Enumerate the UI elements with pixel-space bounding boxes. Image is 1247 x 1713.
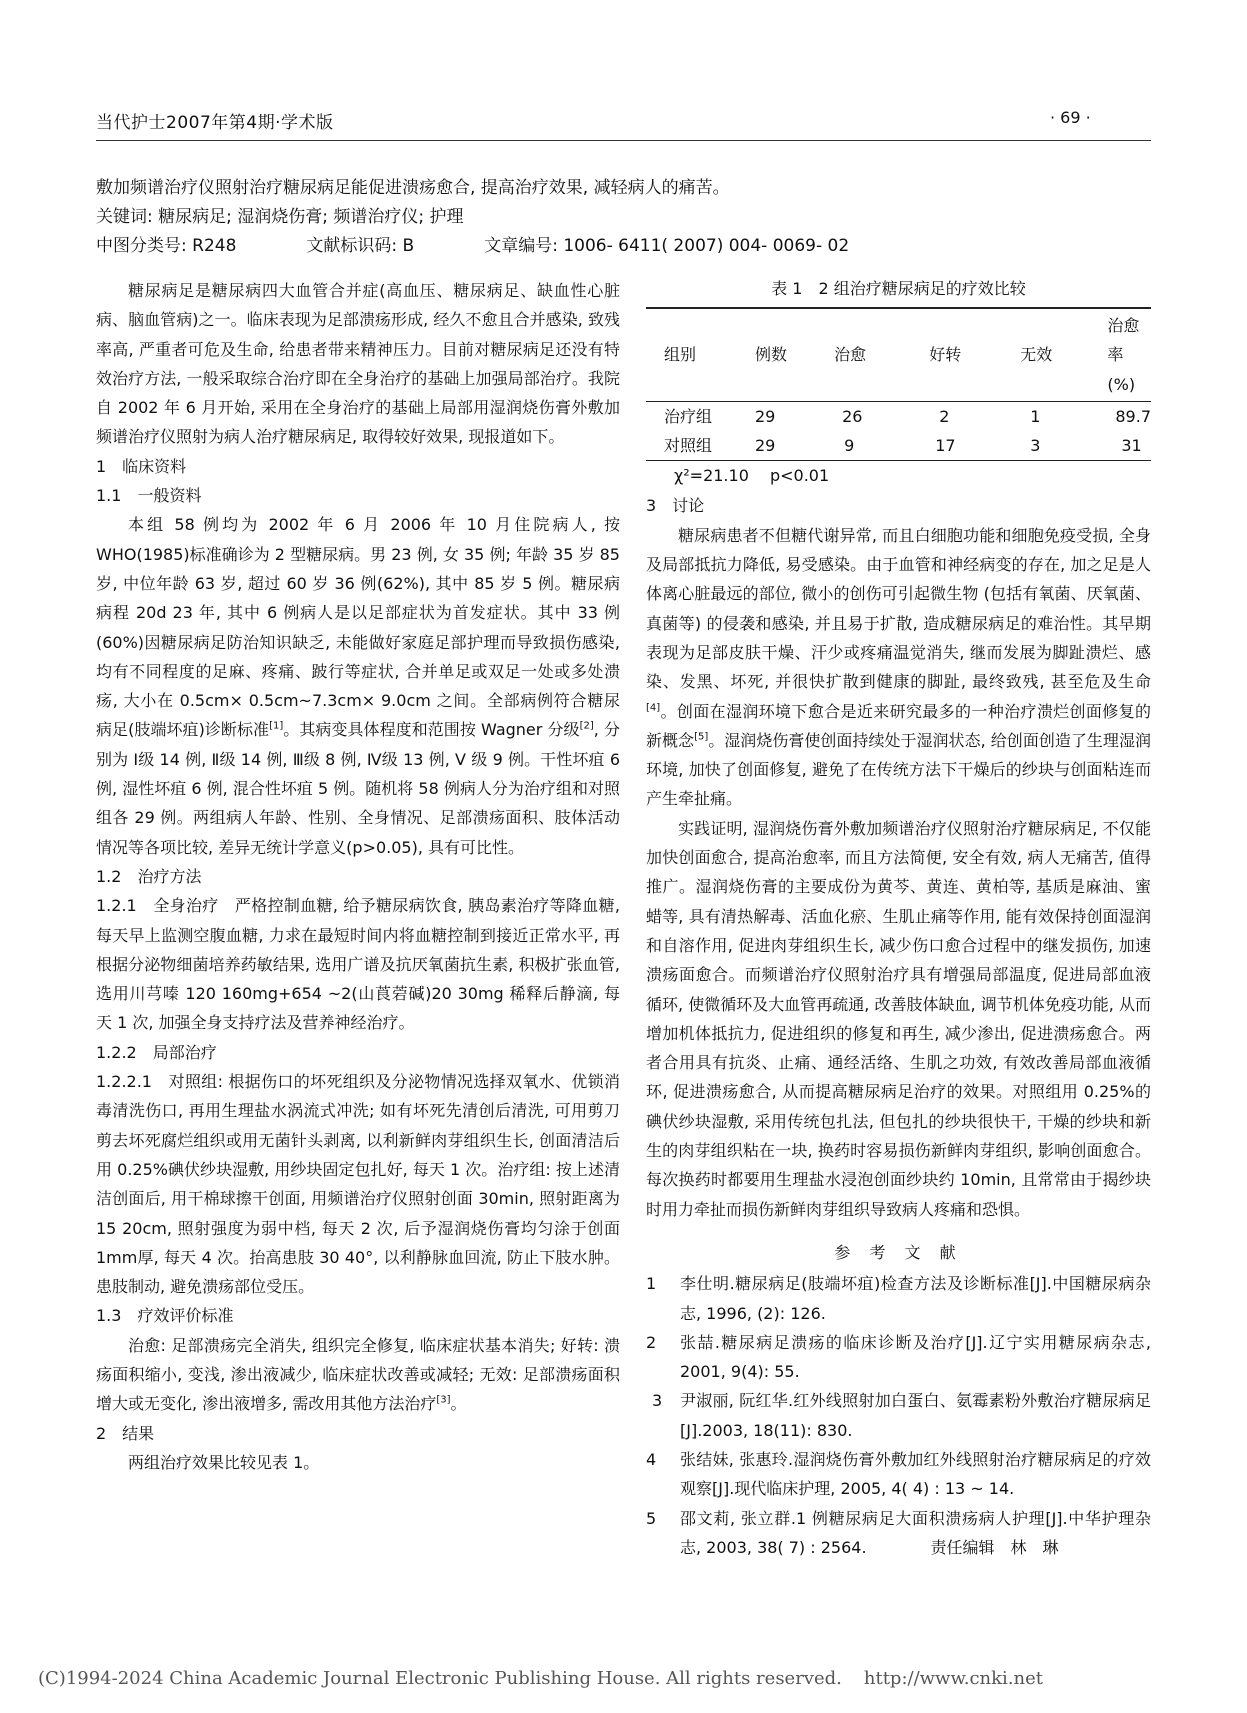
copyright-text: (C)1994-2024 China Academic Journal Electronic Publishing House. All rights reserved. xyxy=(38,1668,842,1689)
evaluation-criteria-paragraph xyxy=(96,1331,620,1419)
table-cell: 89.7 xyxy=(1115,406,1151,426)
discussion-text-b: 。创面在湿润环境下愈合是近来研究最多的一种治疗溃烂创面修复的新概念 xyxy=(646,701,1151,750)
local-treatment-paragraph: 1.2.2.1 对照组: 根据伤口的坏死组织及分泌物情况选择双氧水、优锁消毒清洗伤口, 再用生理盐水涡流式冲洗; 如有坏死先清创后清洗, 可用剪刀剪去坏死腐烂组织或用无菌针头剥离, 以利新鲜肉芽组织生长, 创面清洁后用 0.25%碘伏纱块湿敷, 用纱块固定包扎好, 每天 1 次。治疗组: 按上述清洁创面后, 用干棉球擦干创面, 用频谱治疗仪照射创面 30min, 照射距离为 15 20cm, 照射强度为弱中档, 每天 2 次, 后予湿润烧伤膏均匀涂于创面 1mm厚, 每天 4 次。抬高患肢 30 40°, 以利静脉血回流, 防止下肢水肿。患肢制动, 避免溃疡部位受压。 xyxy=(96,1072,620,1297)
section-heading-1-2: 1.2 治疗方法 xyxy=(96,866,202,886)
article-front-matter xyxy=(96,174,1151,261)
reference-text: 尹淑丽, 阮红华.红外线照射加白蛋白、氨霉素粉外敷治疗糖尿病足[J].2003, 18(11): 830. xyxy=(680,1391,1151,1440)
table-cell: 26 xyxy=(842,406,863,426)
left-column xyxy=(96,276,620,1477)
table-cell: 17 xyxy=(929,431,1020,461)
citation-2: [2] xyxy=(579,721,594,733)
cnki-link[interactable]: http://www.cnki.net xyxy=(863,1668,1043,1689)
table-cell: 治疗组 xyxy=(664,406,713,426)
reference-item xyxy=(646,1504,1151,1563)
reference-number: 5 xyxy=(646,1508,657,1528)
document-code: 文献标识码: B xyxy=(306,236,415,256)
citation-3: [3] xyxy=(436,1394,451,1406)
criteria-text-a: 治愈: 足部溃疡完全消失, 组织完全修复, 临床症状基本消失; 好转: 溃疡面积缩小, 变浅, 渗出液减少, 临床症状改善或减轻; 无效: 足部溃疡面积增大或无变化, 渗出液增多, 需改用其他方法治疗 xyxy=(96,1335,620,1414)
article-number: 文章编号: 1006- 6411( 2007) 004- 0069- 02 xyxy=(484,236,850,256)
table-cell: 29 xyxy=(754,406,776,426)
page-number: · 69 · xyxy=(1050,108,1091,127)
discussion-paragraph-2: 实践证明, 湿润烧伤膏外敷加频谱治疗仪照射治疗糖尿病足, 不仅能加快创面愈合, 提高治愈率, 而且方法简便, 安全有效, 病人无痛苦, 值得推广。湿润烧伤膏的主要成份为黄芩、黄连、黄柏等, 基质是麻油、蜜蜡等, 具有清热解毒、活血化瘀、生肌止痛等作用, 能有效保持创面湿润和自溶作用, 促进肉芽组织生长, 减少伤口愈合过程中的继发损伤, 加速溃疡面愈合。而频谱治疗仪照射治疗具有增强局部温度, 促进局部血液循环, 使微循环及大血管再疏通, 改善肢体缺血, 调节机体免疫功能, 从而增加机体抵抗力, 促进组织的修复和再生, 减少渗出, 促进溃疡愈合。两者合用具有抗炎、止痛、通经活络、生肌之功效, 有效改善局部血液循环, 促进溃疡愈合, 从而提高糖尿病足治疗的效果。对照组用 0.25%的碘伏纱块湿敷, 采用传统包扎法, 但包扎的纱块很快干, 干燥的纱块和新生的肉芽组织粘在一块, 换药时容易损伤新鲜肉芽组织, 影响创面愈合。每次换药时都要用生理盐水浸泡创面纱块约 10min, 且常常由于揭纱块时用力牵扯而损伤新鲜肉芽组织导致病人疼痛和恐惧。 xyxy=(646,818,1151,1219)
table-cell: 3 xyxy=(1020,431,1107,461)
classification-number: 中图分类号: R248 xyxy=(96,236,237,256)
table-cell: 对照组 xyxy=(646,431,755,461)
reference-item xyxy=(646,1445,1151,1504)
table-row xyxy=(646,431,1151,461)
reference-item xyxy=(646,1269,1151,1328)
classification-row xyxy=(96,232,1151,261)
table-cell: 1 xyxy=(1030,406,1041,426)
reference-text: 张结妹, 张惠玲.湿润烧伤膏外敷加红外线照射治疗糖尿病足的疗效观察[J].现代临床护理, 2005, 4( 4) : 13 ~ 14. xyxy=(680,1449,1151,1499)
table-statistics-note: χ²=21.10 p<0.01 xyxy=(674,466,830,486)
right-column xyxy=(646,276,1151,1562)
reference-text: 李仕明.糖尿病足(肢端坏疽)检查方法及诊断标准[J].中国糖尿病杂志, 1996, (2): 126. xyxy=(680,1274,1151,1323)
keywords: 关键词: 糖尿病足; 湿润烧伤膏; 频谱治疗仪; 护理 xyxy=(96,207,464,227)
copyright-footer xyxy=(38,1668,1043,1689)
general-data-text-b: 。其病变具体程度和范围按 Wagner 分级 xyxy=(283,720,580,740)
table-cell: 31 xyxy=(1107,431,1151,461)
section-heading-2: 2 结果 xyxy=(96,1423,155,1443)
table-header-cell: 治愈 xyxy=(834,308,929,401)
table-header-cell: 例数 xyxy=(755,308,834,401)
table-header-cell: 组别 xyxy=(646,308,755,401)
section-heading-1-2-2: 1.2.2 局部治疗 xyxy=(96,1042,217,1062)
table-header-cell: 好转 xyxy=(929,308,1020,401)
general-data-paragraph xyxy=(96,510,620,862)
table-row xyxy=(646,401,1151,431)
reference-item xyxy=(646,1386,1151,1445)
reference-number: 4 xyxy=(646,1449,657,1469)
reference-text: 邵文莉, 张立群.1 例糖尿病足大面积溃疡病人护理[J].中华护理杂志, 2003, 38( 7) : 2564. 责任编辑 林 琳 xyxy=(680,1508,1151,1557)
criteria-text-b: 。 xyxy=(450,1394,467,1414)
section-heading-3: 3 讨论 xyxy=(646,496,705,516)
header-divider xyxy=(96,140,1151,141)
discussion-text-c: 。湿润烧伤膏使创面持续处于湿润状态, 给创面创造了生理湿润环境, 加快了创面修复, 避免了在传统方法下干燥后的纱块与创面粘连而产生牵扯痛。 xyxy=(646,730,1151,809)
section-heading-1-3: 1.3 疗效评价标准 xyxy=(96,1306,234,1326)
results-paragraph: 两组治疗效果比较见表 1。 xyxy=(128,1452,320,1472)
table-header-cell: 无效 xyxy=(1020,308,1107,401)
general-data-text-c: , 分别为 Ⅰ级 14 例, Ⅱ级 14 例, Ⅲ级 8 例, Ⅳ级 13 例, Ⅴ 级 9 例。干性坏疽 6 例, 湿性坏疽 6 例, 混合性坏疽 5 例。随机将 58 例病人分为治疗组和对照组各 29 例。两组病人年龄、性别、全身情况、足部溃疡面积、肢体活动情况等各项比较, 差异无统计学意义(p>0.05), 具有可比性。 xyxy=(96,720,620,857)
intro-paragraph: 糖尿病足是糖尿病四大血管合并症(高血压、糖尿病足、缺血性心脏病、脑血管病)之一。临床表现为足部溃疡形成, 经久不愈且合并感染, 致残率高, 严重者可危及生命, 给患者带来精神压力。目前对糖尿病足还没有特效治疗方法, 一般采取综合治疗即在全身治疗的基础上加强局部治疗。我院自 2002 年 6 月开始, 采用在全身治疗的基础上局部用湿润烧伤膏外敷加频谱治疗仪照射为病人治疗糖尿病足, 取得较好效果, 现报道如下。 xyxy=(96,281,620,447)
table-title: 表 1 2 组治疗糖尿病足的疗效比较 xyxy=(771,279,1026,298)
reference-number: 2 xyxy=(646,1332,657,1352)
reference-text: 张喆.糖尿病足溃疡的临床诊断及治疗[J].辽宁实用糖尿病杂志, 2001, 9(4): 55. xyxy=(680,1332,1151,1382)
table-cell: 2 xyxy=(939,406,950,426)
reference-item xyxy=(646,1328,1151,1387)
references-title: 参 考 文 献 xyxy=(834,1242,963,1262)
reference-number: 3 xyxy=(652,1391,663,1411)
table-header-row xyxy=(646,308,1151,401)
citation-4: [4] xyxy=(646,702,661,714)
journal-header: 当代护士2007年第4期·学术版 xyxy=(96,113,334,133)
systemic-treatment-paragraph: 1.2.1 全身治疗 严格控制血糖, 给予糖尿病饮食, 胰岛素治疗等降血糖, 每天早上监测空腹血糖, 力求在最短时间内将血糖控制到接近正常水平, 再根据分泌物细菌培养药敏结果, 选用广谱及抗厌氧菌抗生素, 积极扩张血管, 选用川芎嗪 120 160mg+654 ~2(山莨菪碱)20 30mg 稀释后静滴, 每天 1 次, 加强全身支持疗法及营养神经治疗。 xyxy=(96,896,620,1033)
section-heading-1: 1 临床资料 xyxy=(96,456,187,476)
abstract-tail: 敷加频谱治疗仪照射治疗糖尿病足能促进溃疡愈合, 提高治疗效果, 减轻病人的痛苦。 xyxy=(96,178,730,198)
table-cell: 9 xyxy=(834,431,929,461)
general-data-text-a: 本组 58 例均为 2002 年 6 月 2006 年 10 月住院病人, 按 WHO(1985)标准确诊为 2 型糖尿病。男 23 例, 女 35 例; 年龄 35 岁 85 岁, 中位年龄 63 岁, 超过 60 岁 36 例(62%), 其中 85 岁 5 例。糖尿病病程 20d 23 年, 其中 6 例病人是以足部症状为首发症状。其中 33 例(60%)因糖尿病足防治知识缺乏, 未能做好家庭足部护理而导致损伤感染, 均有不同程度的足麻、疼痛、跛行等症状, 合并单足或双足一处或多处溃疡, 大小在 0.5cm× 0.5cm~7.3cm× 9.0cm 之间。全部病例符合糖尿病足(肢端坏疽)诊断标准 xyxy=(96,515,620,740)
results-table xyxy=(646,307,1151,461)
citation-5: [5] xyxy=(694,731,709,743)
table-header-cell: 治愈率(%) xyxy=(1107,308,1151,401)
discussion-text-a: 糖尿病患者不但糖代谢异常, 而且白细胞功能和细胞免疫受损, 全身及局部抵抗力降低, 易受感染。由于血管和神经病变的存在, 加之足是人体离心脏最远的部位, 微小的创伤可引起微生物 (包括有氧菌、厌氧菌、真菌等) 的侵袭和感染, 并且易于扩散, 造成糖尿病足的难治性。其早期表现为足部皮肤干燥、汗少或疼痛温觉消失, 继而发展为脚趾溃烂、感染、发黑、坏死, 并很快扩散到健康的脚趾, 最终致残, 甚至危及生命 xyxy=(646,525,1151,692)
table-cell: 29 xyxy=(755,431,834,461)
reference-number: 1 xyxy=(646,1274,657,1294)
section-heading-1-1: 1.1 一般资料 xyxy=(96,486,202,506)
discussion-paragraph-1 xyxy=(646,521,1151,814)
citation-1: [1] xyxy=(269,721,284,733)
